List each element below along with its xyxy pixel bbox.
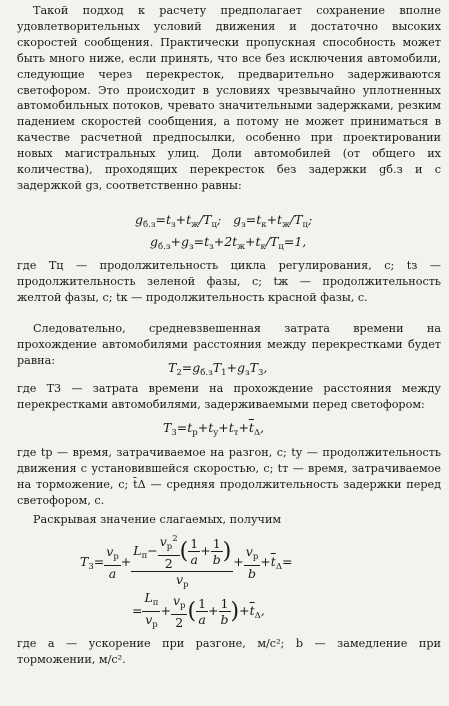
formula-shares: $g_{б.з}=t_з+t_ж/T_ц$; $g_з=t_к+t_ж/T_ц$;	[135, 212, 313, 230]
paragraph-definitions-2: где tр — время, затрачиваемое на разгон, с; tу — продолжительность движения с установившейся скоростью, с; tт — время, затрачиваемое на торможение, с; t̄Δ — средняя продолжительность задержки перед светофором, с.	[17, 446, 441, 507]
paragraph-acceleration-defs: где a — ускорение при разгоне, м/с²; b — замедление при торможении, м/с².	[17, 637, 441, 666]
paragraph-definitions-1: где Tц — продолжительность цикла регулирования, с; tз — продолжительность зеленой фазы, с; tж — продолжительность желтой фазы, с; tк — продолжительность красной фазы, с.	[17, 259, 441, 304]
paragraph-weighted-time: Следовательно, средневзвешенная затрата времени на прохождение автомобилями расстояния между перекрестками будет равна:	[17, 322, 441, 367]
formula-t3-simplified: = $\frac{L_п}{v_р}$ + $\frac{v_р}{2}$ ( $\frac{1}{a}$ + $\frac{1}{b}$ )$+\overline{t}_\Delta$,	[132, 590, 265, 630]
paragraph-expanding: Раскрывая значение слагаемых, получим	[33, 513, 282, 526]
paragraph-t3-definition: где T3 — затрата времени на прохождение расстояния между перекрестками автомобилями, задерживаемыми перед светофором:	[17, 382, 441, 411]
formula-t3-expanded: $T_3=$ $\frac{v_р}{a}$ + $L_п-$ $\frac{v_р^2}{2}$ ( $\frac{1}{a}$ + $\frac{1}{b}$ ) $v_р$ + $\frac{v_р}{b}$ $+\overline{t}_\Delta=$	[80, 534, 293, 590]
paragraph-intro: Такой подход к расчету предполагает сохранение вполне удовлетворительных условий движения и достаточно высоких скоростей сообщения. Практически пропускная способность может быть много ниже, если принять, что все без исключения автомобили, следующие через перекресток, предварительно задерживаются светофором. Это происходит в условиях чрезвычайно уплотненных автомобильных потоков, чревато значительными задержками, резким падением скоростей сообщения, а потому не может приниматься в качестве расчетной предпосылки, особенно при проектировании новых магистральных улиц. Доли автомобилей (от общего их количества), проходящих перекресток без задержки gб.з и с задержкой gз, соответственно равны:	[17, 4, 441, 192]
formula-t2: $T_2=g_{б.з}T_1+g_зT_3$,	[168, 360, 268, 378]
formula-t3-components: $T_3=t_р+t_у+t_т+\overline{t}_\Delta$,	[163, 420, 265, 438]
formula-shares-sum: $g_{б.з}+g_з=t_з+2t_ж+t_к/T_ц=1$,	[150, 234, 307, 252]
